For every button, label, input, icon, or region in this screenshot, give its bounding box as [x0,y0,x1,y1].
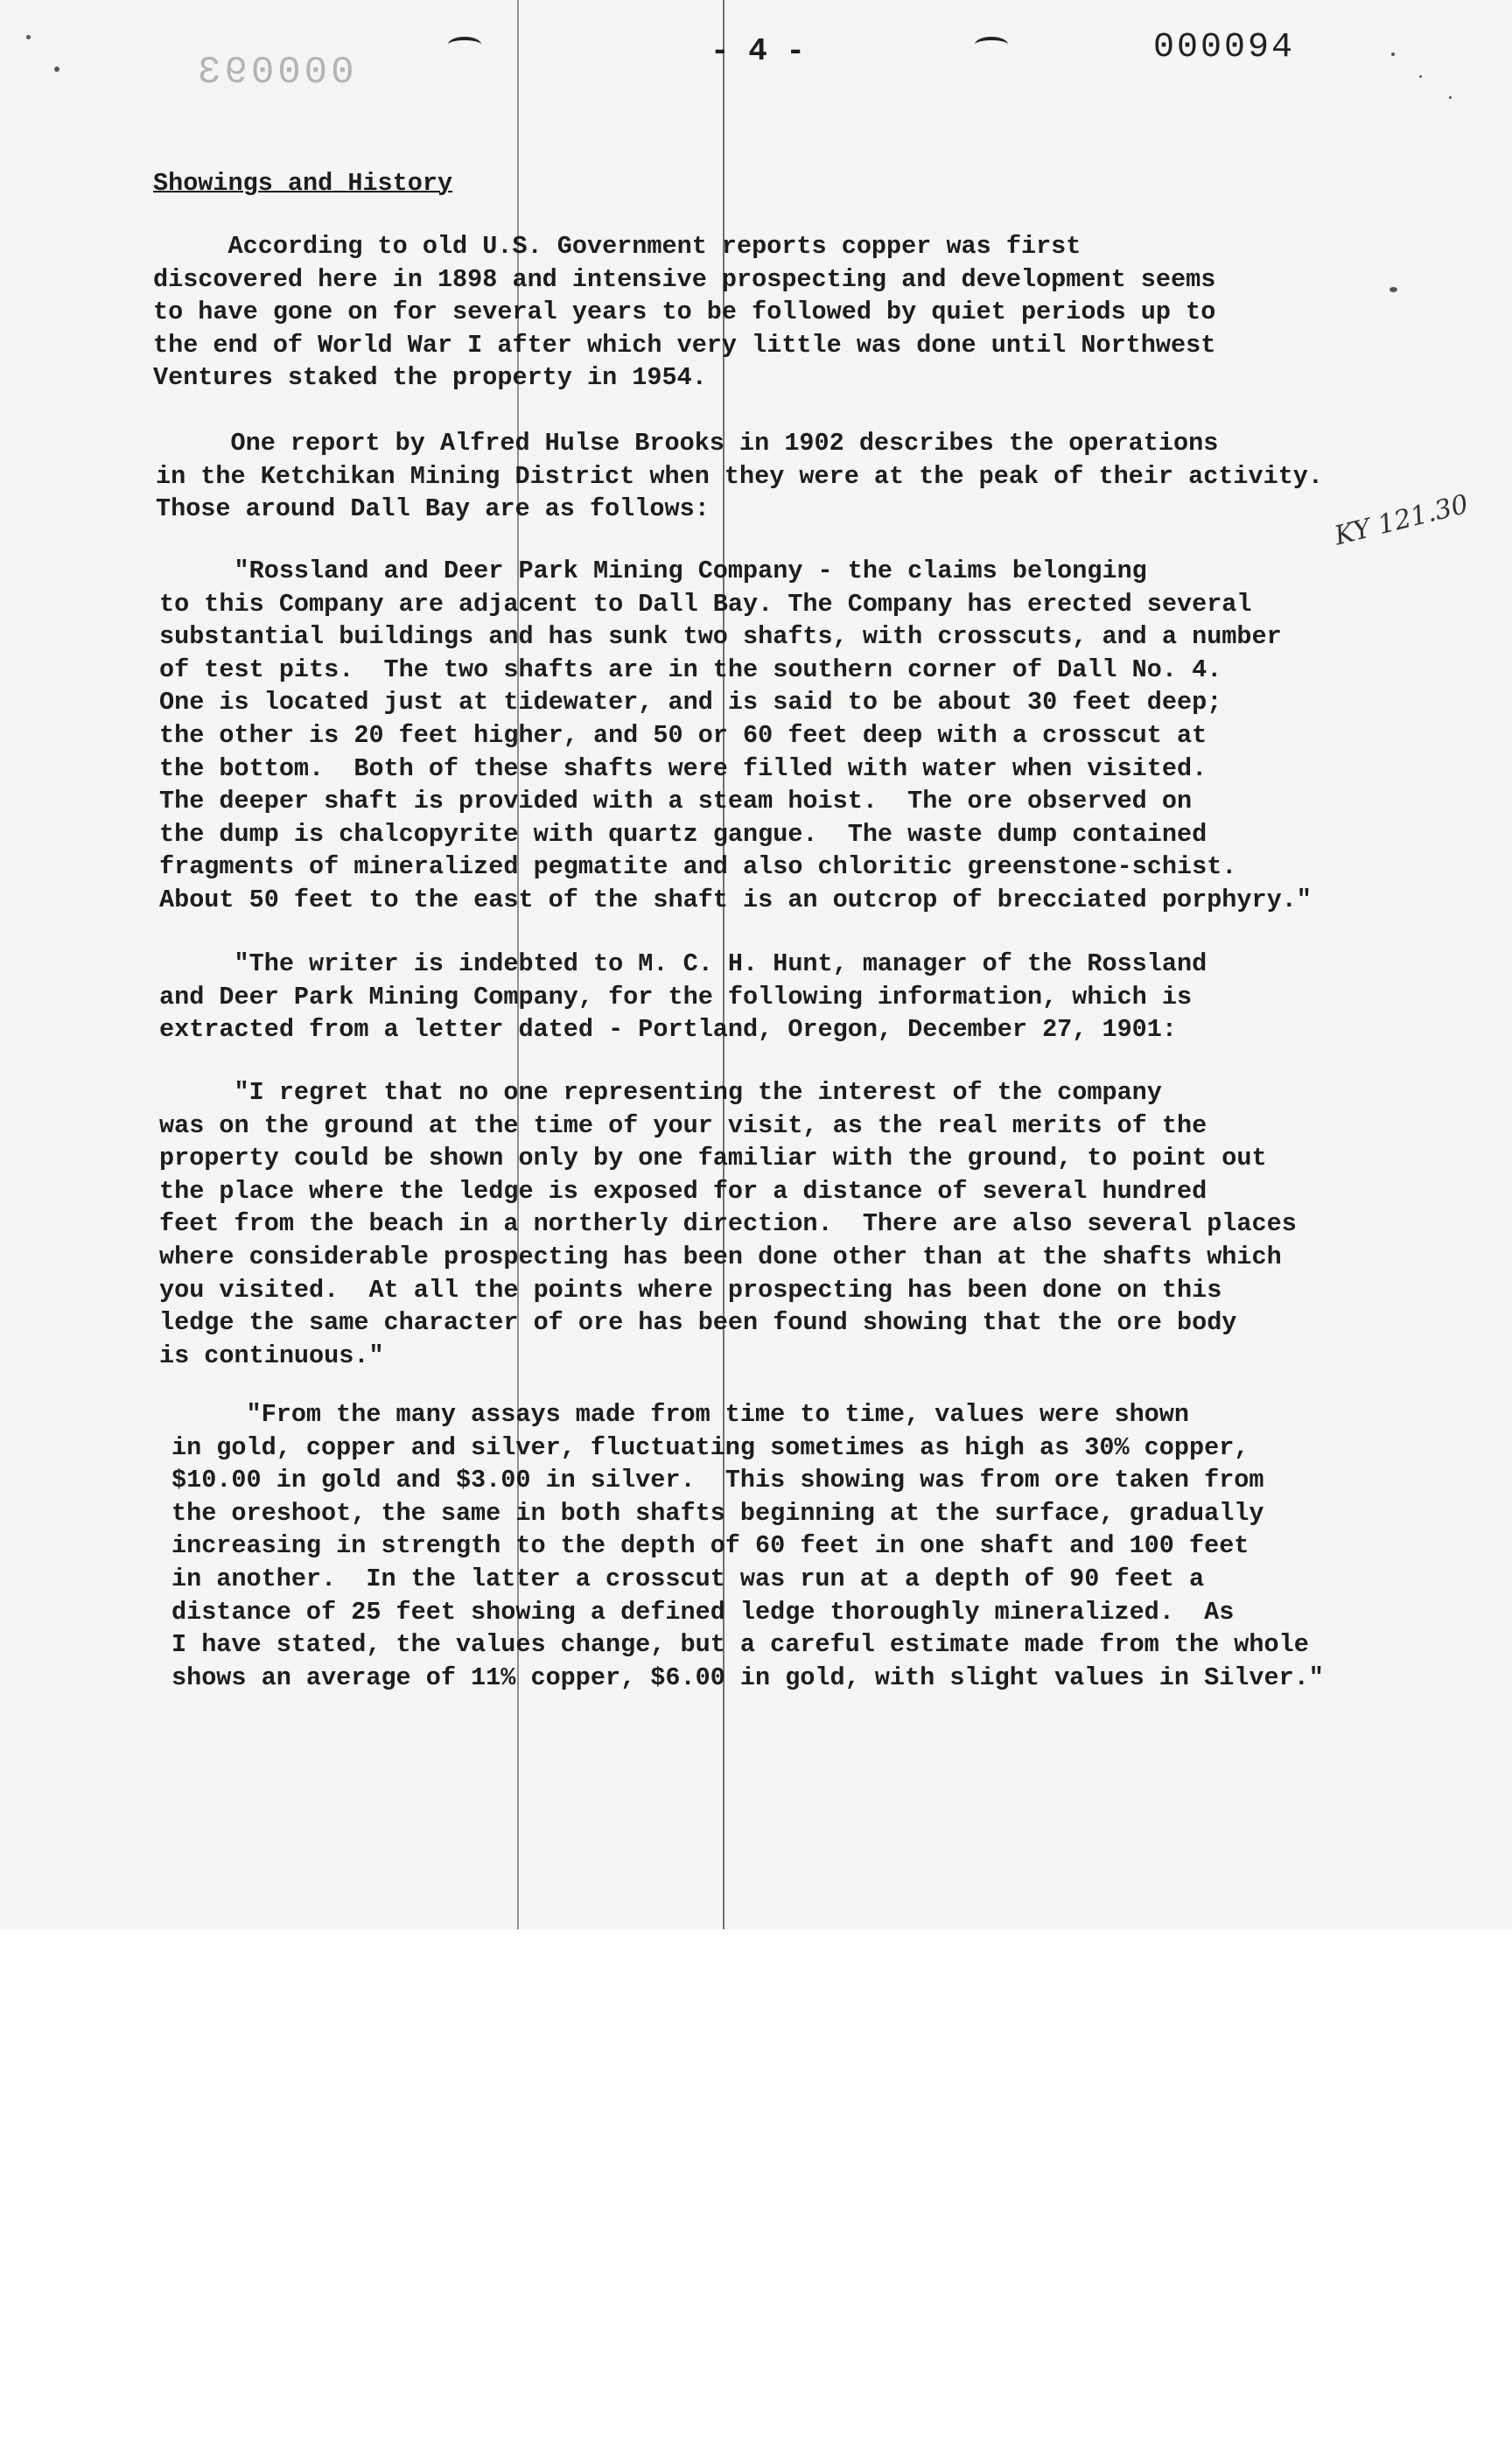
bleed-through-number: 000093 [194,51,354,94]
text-line: increasing in strength to the depth of 60 feet in one shaft and 100 feet [172,1531,1250,1561]
text-line: One report by Alfred Hulse Brooks in 1902 describes the operations [156,429,1219,458]
text-line: shows an average of 11% copper, $6.00 in gold, with slight values in Silver." [172,1662,1324,1692]
speck [1419,75,1422,78]
text-line: the bottom. Both of these shafts were filled with water when visited. [159,753,1208,783]
text-line: "I regret that no one representing the interest of the company [159,1078,1162,1107]
speck [1449,96,1452,99]
text-line: "From the many assays made from time to time, values were shown [172,1400,1189,1429]
text-line: fragments of mineralized pegmatite and also chloritic greenstone-schist. [159,852,1237,882]
speck [54,66,60,72]
text-line: About 50 feet to the east of the shaft is an outcrop of brecciated porphyry." [159,886,1312,914]
text-line: "Rossland and Deer Park Mining Company - the claims belonging [159,556,1147,585]
text-line: feet from the beach in a northerly direction. There are also several places [159,1209,1297,1239]
text-line: in the Ketchikan Mining District when they were at the peak of their activity. [156,461,1324,491]
document-number: 000094 [1153,28,1296,67]
text-line: the end of World War I after which very little was done until Northwest [153,330,1216,360]
speck [26,35,31,39]
text-line: the oreshoot, the same in both shafts beginning at the surface, gradually [172,1498,1264,1528]
text-line: is continuous." [159,1340,384,1370]
text-line: and Deer Park Mining Company, for the following information, which is [159,982,1193,1012]
text-line: in gold, copper and silver, fluctuating sometimes as high as 30% copper, [172,1432,1250,1462]
punch-hole-mark [975,37,1008,52]
handwritten-margin-note: KY 121.30 [1331,488,1472,552]
text-line: Those around Dall Bay are as follows: [156,494,710,524]
text-line: I have stated, the values change, but a careful estimate made from the whole [172,1630,1309,1660]
text-line: discovered here in 1898 and intensive prospecting and development seems [153,264,1216,294]
text-line: was on the ground at the time of your visit, as the real merits of the [159,1110,1208,1140]
text-line: distance of 25 feet showing a defined ledge thoroughly mineralized. As [172,1597,1235,1627]
text-line: the other is 20 feet higher, and 50 or 60 feet deep with a crosscut at [159,721,1208,750]
punch-hole-mark [448,37,481,52]
text-line: One is located just at tidewater, and is said to be about 30 feet deep; [159,688,1222,718]
page-number: - 4 - [710,33,806,69]
text-line: where considerable prospecting has been done other than at the shafts which [159,1242,1282,1271]
text-line: you visited. At all the points where prospecting has been done on this [159,1275,1222,1305]
text-line: to this Company are adjacent to Dall Bay. The Company has erected several [159,589,1252,619]
section-heading: Showings and History [153,169,453,198]
text-line: substantial buildings and has sunk two shafts, with crosscuts, and a number [159,622,1282,652]
speck [1390,287,1397,292]
text-line: "The writer is indebted to M. C. H. Hunt, manager of the Rossland [159,949,1208,978]
speck [1391,52,1395,56]
text-line: $10.00 in gold and $3.00 in silver. This showing was from ore taken from [172,1466,1264,1495]
text-line: of test pits. The two shafts are in the southern corner of Dall No. 4. [159,654,1222,684]
text-line: The deeper shaft is provided with a steam hoist. The ore observed on [159,787,1193,816]
text-line: to have gone on for several years to be followed by quiet periods up to [153,298,1216,327]
text-line: the dump is chalcopyrite with quartz gangue. The waste dump contained [159,819,1208,849]
text-line: Ventures staked the property in 1954. [153,363,707,393]
text-line: property could be shown only by one familiar with the ground, to point out [159,1144,1267,1173]
text-line: the place where the ledge is exposed for a distance of several hundred [159,1176,1208,1206]
text-line: extracted from a letter dated - Portland, Oregon, December 27, 1901: [159,1015,1177,1045]
text-line: ledge the same character of ore has been found showing that the ore body [159,1308,1237,1338]
text-line: in another. In the latter a crosscut was run at a depth of 90 feet a [172,1564,1205,1593]
text-line: According to old U.S. Government reports copper was first [153,232,1082,261]
